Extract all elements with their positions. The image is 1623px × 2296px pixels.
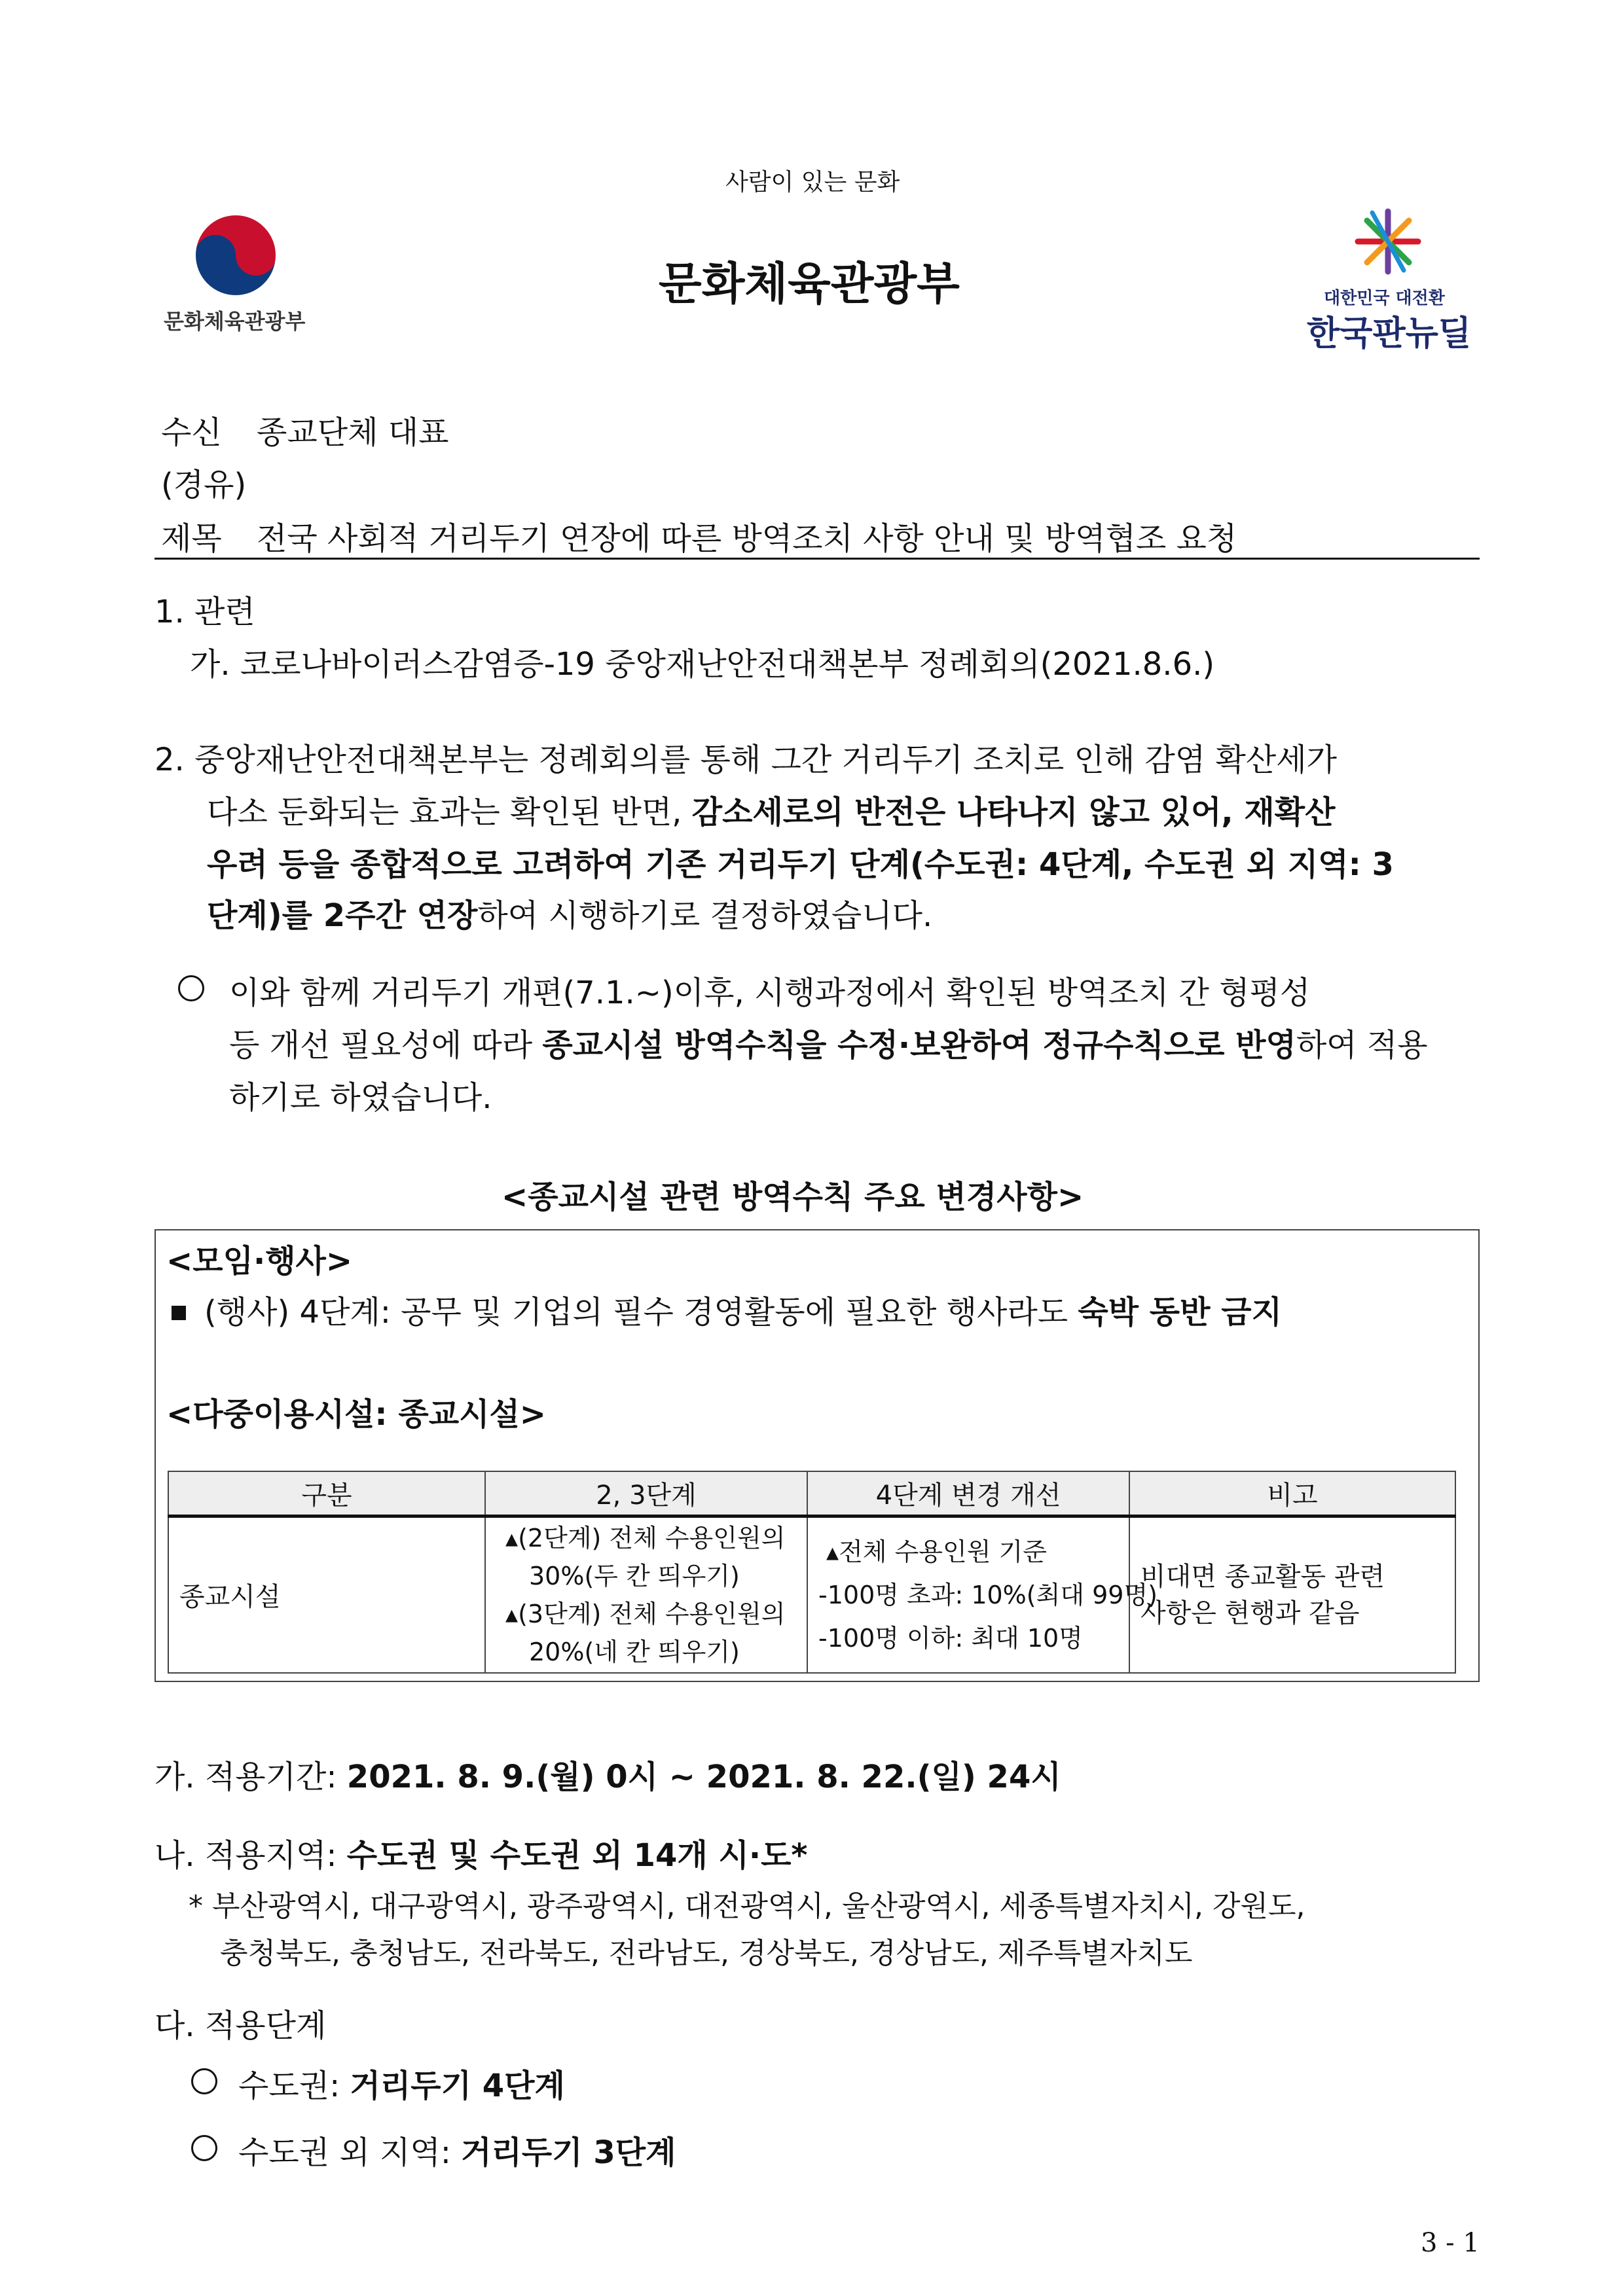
stage-capital: 수도권: 거리두기 4단계 <box>238 2068 565 2104</box>
table-header: 비고 <box>1129 1471 1455 1516</box>
ministry-logo-text: 문화체육관광부 <box>164 309 306 334</box>
table-header: 2, 3단계 <box>485 1471 807 1516</box>
section2-line3: 우려 등을 종합적으로 고려하여 기존 거리두기 단계(수도권: 4단계, 수도권 외 지역: 3 <box>207 846 1394 883</box>
section1-heading: 1. 관련 <box>155 594 255 630</box>
facility-heading: <다중이용시설: 종교시설> <box>166 1396 547 1433</box>
circle-bullet-icon <box>191 2068 217 2094</box>
new-deal-tagline: 대한민국 대전환 <box>1324 289 1445 308</box>
table-row <box>168 1516 1455 1673</box>
square-bullet-icon <box>172 1306 186 1320</box>
section1-item: 가. 코로나바이러스감염증-19 중앙재난안전대책본부 정례회의(2021.8.6.) <box>190 646 1215 683</box>
period: 가. 적용기간: 2021. 8. 9.(월) 0시 ~ 2021. 8. 22.(일) 24시 <box>155 1759 1061 1795</box>
gathering-item: (행사) 4단계: 공무 및 기업의 필수 경영활동에 필요한 행사라도 숙박 동반 금지 <box>172 1287 1282 1332</box>
section2-bullet-line2: 등 개선 필요성에 따라 종교시설 방역수칙을 수정·보완하여 정규수칙으로 반영하여 적용 <box>229 1027 1428 1064</box>
recipient: 종교단체 대표 <box>257 414 449 451</box>
region-note-line2: 충청북도, 충청남도, 전라북도, 전라남도, 경상북도, 경상남도, 제주특별자치도 <box>220 1937 1193 1970</box>
note-cell: 비대면 종교활동 관련 사항은 현행과 같음 <box>1129 1516 1455 1673</box>
ministry-logo <box>157 209 314 340</box>
slogan: 사람이 있는 문화 <box>725 169 900 196</box>
new-deal-name: 한국판뉴딜 <box>1307 314 1472 353</box>
page-number: 3 - 1 <box>1421 2228 1480 2258</box>
region: 나. 적용지역: 수도권 및 수도권 외 14개 시·도* <box>155 1837 808 1874</box>
ministry-title: 문화체육관광부 <box>659 259 960 310</box>
recipient-label: 수신 <box>161 414 222 451</box>
stage23-cell: ▴(2단계) 전체 수용인원의 30%(두 칸 띄우기) ▴(3단계) 전체 수용인원의 20%(네 칸 띄우기) <box>485 1516 807 1673</box>
stage-heading: 다. 적용단계 <box>155 2007 327 2044</box>
gathering-heading: <모임·행사> <box>166 1243 353 1280</box>
stage-other: 수도권 외 지역: 거리두기 3단계 <box>238 2134 676 2171</box>
changes-title: <종교시설 관련 방역수칙 주요 변경사항> <box>501 1179 1084 1215</box>
circle-bullet-icon <box>191 2135 217 2161</box>
section2-line1: 2. 중앙재난안전대책본부는 정례회의를 통해 그간 거리두기 조치로 인해 감염 확산세가 <box>155 742 1338 778</box>
section2-bullet-line1: 이와 함께 거리두기 개편(7.1.~)이후, 시행과정에서 확인된 방역조치 간 형평성 <box>229 975 1311 1011</box>
stage4-cell: ▴전체 수용인원 기준 -100명 초과: 10%(최대 99명) -100명 이하: 최대 10명 <box>807 1516 1129 1673</box>
section2-line2: 다소 둔화되는 효과는 확인된 반면, 감소세로의 반전은 나타나지 않고 있어, 재확산 <box>207 794 1336 831</box>
row-label: 종교시설 <box>168 1516 485 1673</box>
table-header: 구분 <box>168 1471 485 1516</box>
subject-label: 제목 <box>161 520 222 557</box>
region-note-line1: * 부산광역시, 대구광역시, 광주광역시, 대전광역시, 울산광역시, 세종특별자치시, 강원도, <box>189 1890 1305 1923</box>
table-header: 4단계 변경 개선 <box>807 1471 1129 1516</box>
subject-divider <box>155 558 1480 560</box>
via: (경유) <box>161 467 247 503</box>
changes-table <box>168 1471 1456 1674</box>
new-deal-star-icon <box>1303 206 1473 285</box>
table-header-row <box>168 1471 1455 1516</box>
section2-bullet-line3: 하기로 하였습니다. <box>229 1079 492 1116</box>
section2-line4: 단계)를 2주간 연장하여 시행하기로 결정하였습니다. <box>207 897 933 934</box>
subject: 전국 사회적 거리두기 연장에 따른 방역조치 사항 안내 및 방역협조 요청 <box>257 520 1237 557</box>
korean-new-deal-logo <box>1303 206 1473 353</box>
taegeuk-emblem-icon <box>157 209 314 301</box>
circle-bullet-icon <box>178 975 204 1001</box>
